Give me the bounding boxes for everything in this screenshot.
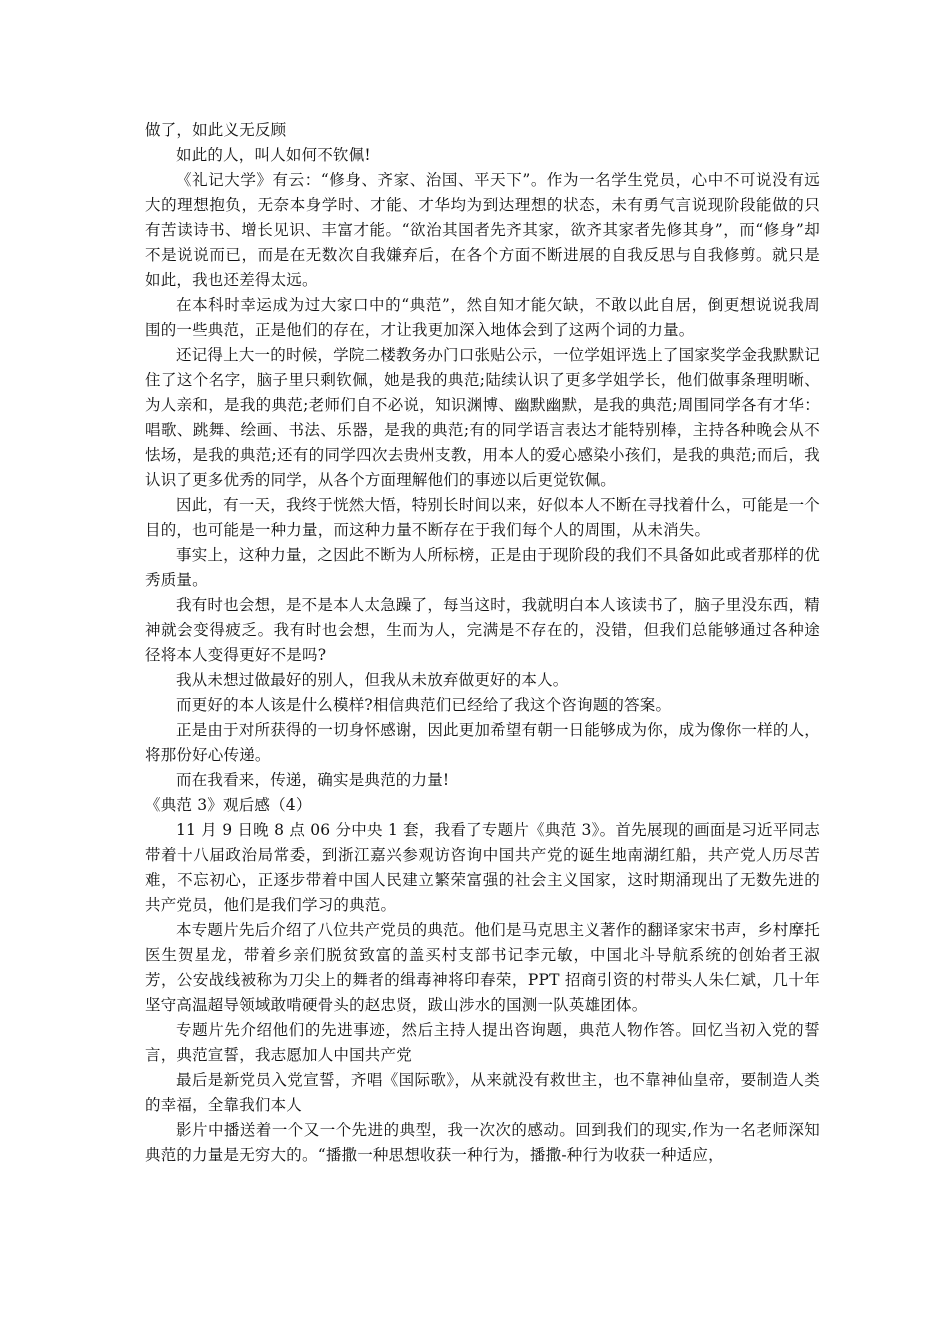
paragraph: 事实上，这种力量，之因此不断为人所标榜，正是由于现阶段的我们不具备如此或者那样的优秀质量。 [145,546,820,589]
paragraph: 正是由于对所获得的一切身怀感谢，因此更加希望有朝一日能够成为你，成为像你一样的人，将那份好心传递。 [145,721,820,764]
paragraph: 《礼记大学》有云：“修身、齐家、治国、平天下”。作为一名学生党员，心中不可说没有远大的理想抱负，无奈本身学时、才能、才华均为到达理想的状态，未有勇气言说现阶段能做的只有苦读诗书、增长见识、丰富才能。“欲治其国者先齐其家，欲齐其家者先修其身”，而“修身”却不是说说而已，而是在无数次自我嫌弃后，在各个方面不断进展的自我反思与自我修剪。就只是如此，我也还差得太远。 [145,171,820,289]
paragraph: 我从未想过做最好的别人，但我从未放弃做更好的本人。 [176,671,569,689]
paragraph: 11 月 9 日晚 8 点 06 分中央 1 套，我看了专题片《典范 3》。首先展现的画面是习近平同志带着十八届政治局常委，到浙江嘉兴参观访咨询中国共产党的诞生地南湖红船，共产党人历尽苦难，不忘初心，正逐步带着中国人民建立繁荣富强的社会主义国家，这时期涌现出了无数先进的共产党员，他们是我们学习的典范。 [145,821,820,914]
paragraph: 如此的人，叫人如何不钦佩! [176,146,371,164]
paragraph: 而在我看来，传递，确实是典范的力量! [176,771,450,789]
paragraph: 影片中播送着一个又一个先进的典型，我一次次的感动。回到我们的现实,作为一名老师深知典范的力量是无穷大的。“播撒一种思想收获一种行为，播撒-种行为收获一种适应， [145,1121,820,1164]
paragraph: 在本科时幸运成为过大家口中的“典范”，然自知才能欠缺，不敢以此自居，倒更想说说我周围的一些典范，正是他们的存在，才让我更加深入地体会到了这两个词的力量。 [145,296,820,339]
paragraph: 《典范 3》观后感（4） [145,796,312,814]
paragraph: 做了，如此义无反顾 [145,121,287,139]
document-body [145,118,820,1168]
paragraph: 本专题片先后介绍了八位共产党员的典范。他们是马克思主义著作的翻译家宋书声，乡村摩托医生贺星龙，带着乡亲们脱贫致富的盖买村支部书记李元敏，中国北斗导航系统的创始者王淑芳，公安战线被称为刀尖上的舞者的缉毒神将印春荣，PPT 招商引资的村带头人朱仁斌，几十年坚守高温超导领域敢啃硬骨头的赵忠贤，跋山涉水的国测一队英雄团体。 [145,921,820,1014]
paragraph: 最后是新党员入党宣誓，齐唱《国际歌》，从来就没有救世主，也不靠神仙皇帝，要制造人类的幸福，全靠我们本人 [145,1071,820,1114]
paragraph: 而更好的本人该是什么模样?相信典范们已经给了我这个咨询题的答案。 [176,696,672,714]
paragraph: 还记得上大一的时候，学院二楼教务办门口张贴公示，一位学姐评选上了国家奖学金我默默记住了这个名字，脑子里只剩钦佩，她是我的典范;陆续认识了更多学姐学长，他们做事条理明晰、为人亲和，是我的典范;老师们自不必说，知识渊博、幽默幽默，是我的典范;周围同学各有才华：唱歌、跳舞、绘画、书法、乐器，是我的典范;有的同学语言表达才能特别棒，主持各种晚会从不怯场，是我的典范;还有的同学四次去贵州支教，用本人的爱心感染小孩们，是我的典范;而后，我认识了更多优秀的同学，从各个方面理解他们的事迹以后更觉钦佩。 [145,346,820,489]
paragraph: 我有时也会想，是不是本人太急躁了，每当这时，我就明白本人该读书了，脑子里没东西，精神就会变得疲乏。我有时也会想，生而为人，完满是不存在的，没错，但我们总能够通过各种途径将本人变得更好不是吗? [145,596,820,664]
paragraph: 因此，有一天，我终于恍然大悟，特别长时间以来，好似本人不断在寻找着什么，可能是一个目的，也可能是一种力量，而这种力量不断存在于我们每个人的周围，从未消失。 [145,496,820,539]
paragraph: 专题片先介绍他们的先进事迹，然后主持人提出咨询题，典范人物作答。回忆当初入党的誓言，典范宣誓，我志愿加人中国共产党 [145,1021,820,1064]
